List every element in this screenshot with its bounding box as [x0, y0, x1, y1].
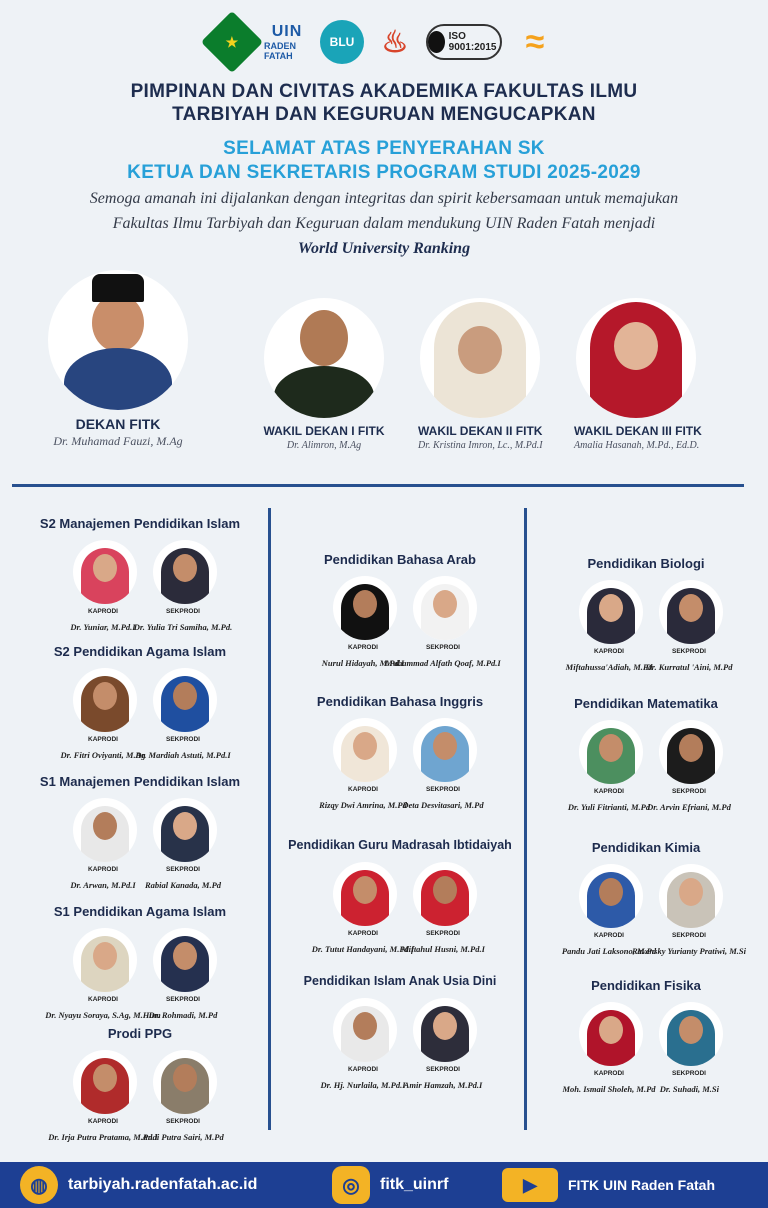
sekprodi-label: SEKPRODI [672, 932, 706, 939]
kaprodi-card [562, 1002, 656, 1096]
leader-title: DEKAN FITK [75, 416, 161, 432]
sekprodi-card [385, 576, 501, 670]
kaprodi-card [70, 540, 136, 634]
sekprodi-card [403, 998, 483, 1092]
sekprodi-card [647, 720, 731, 814]
avatar [333, 718, 397, 782]
footer-website[interactable]: ◍ tarbiyah.radenfatah.ac.id [20, 1166, 257, 1204]
kaprodi-name: Rizqy Dwi Amrina, M.Pd [319, 800, 407, 810]
flame-logo: ♨ [381, 25, 409, 59]
avatar [153, 1050, 217, 1114]
leader-wadek-3 [574, 298, 702, 451]
avatar [579, 1002, 643, 1066]
sekprodi-name: Amir Hamzah, M.Pd.I [403, 1080, 483, 1090]
avatar [333, 998, 397, 1062]
avatar [659, 580, 723, 644]
kaprodi-name: Miftahussa'Adiah, M.Pd [565, 662, 653, 672]
sekprodi-card [148, 928, 218, 1022]
avatar [73, 798, 137, 862]
program-block [521, 840, 768, 970]
avatar [579, 720, 643, 784]
kaprodi-label: KAPRODI [594, 648, 624, 655]
sekprodi-name: Miftahul Husni, M.Pd.I [401, 944, 485, 954]
sekprodi-label: SEKPRODI [166, 1118, 200, 1125]
kaprodi-card [561, 864, 657, 958]
kaprodi-label: KAPRODI [594, 1070, 624, 1077]
kaprodi-label: KAPRODI [348, 644, 378, 651]
program-title: Pendidikan Islam Anak Usia Dini [303, 974, 497, 988]
program-title: Pendidikan Guru Madrasah Ibtidaiyah [288, 838, 512, 852]
kemenag-logo: ★ [201, 11, 263, 73]
kaprodi-name: Moh. Ismail Sholeh, M.Pd [562, 1084, 656, 1094]
kaprodi-label: KAPRODI [594, 932, 624, 939]
column-divider-left [268, 508, 271, 1130]
avatar [420, 298, 540, 418]
sekprodi-name: Deta Desvitasari, M.Pd [402, 800, 484, 810]
kaprodi-name: Dr. Yuli Fitrianti, M.Pd [567, 802, 651, 812]
sekprodi-card [142, 1050, 224, 1144]
program-title: Pendidikan Kimia [591, 840, 701, 855]
kaprodi-name: Dr. Tutut Handayani, M.Pd.I [311, 944, 415, 954]
program-block [275, 838, 525, 968]
kaprodi-card [70, 798, 136, 892]
kaprodi-card [319, 718, 407, 812]
leader-title: WAKIL DEKAN I FITK [263, 424, 385, 438]
kaprodi-label: KAPRODI [88, 1118, 118, 1125]
avatar [153, 928, 217, 992]
program-block [521, 978, 768, 1108]
avatar [153, 668, 217, 732]
program-title: S1 Pendidikan Agama Islam [53, 904, 227, 919]
sekprodi-name: Dr. Kurratul 'Aini, M.Pd [645, 662, 733, 672]
sekprodi-label: SEKPRODI [426, 930, 460, 937]
footer-instagram[interactable]: ◎ fitk_uinrf [332, 1166, 448, 1204]
avatar [413, 576, 477, 640]
avatar [153, 798, 217, 862]
program-block [15, 1026, 265, 1156]
avatar [73, 668, 137, 732]
program-title: S2 Pendidikan Agama Islam [53, 644, 227, 659]
avatar [73, 540, 137, 604]
kaprodi-name: Dr. Yuniar, M.Pd.I [70, 622, 136, 632]
avatar [48, 270, 188, 410]
program-block [275, 974, 525, 1104]
program-title: Prodi PPG [107, 1026, 173, 1041]
footer-bar [0, 1162, 768, 1208]
leader-name: Dr. Muhamad Fauzi, M.Ag [53, 434, 183, 448]
leader-wadek-2 [418, 298, 542, 451]
avatar [579, 580, 643, 644]
sekprodi-name: Dr. Suhadi, M.Si [659, 1084, 719, 1094]
sekprodi-name: Rabial Kanada, M.Pd [144, 880, 222, 890]
blu-logo: BLU [320, 20, 364, 64]
sekprodi-label: SEKPRODI [672, 648, 706, 655]
program-title: Pendidikan Fisika [591, 978, 701, 993]
avatar [576, 298, 696, 418]
sekprodi-label: SEKPRODI [672, 1070, 706, 1077]
globe-icon: ◍ [20, 1166, 58, 1204]
program-block [15, 516, 265, 646]
sekprodi-name: Dr. Rohmadi, M.Pd [148, 1010, 218, 1020]
kaprodi-name: Dr. Nyayu Soraya, S.Ag, M.Hum [45, 1010, 161, 1020]
kaprodi-card [60, 668, 146, 762]
avatar [413, 862, 477, 926]
leader-name: Dr. Kristina Imron, Lc., M.Pd.I [418, 440, 543, 451]
footer-youtube[interactable]: ▶ FITK UIN Raden Fatah [502, 1168, 715, 1202]
sekprodi-label: SEKPRODI [166, 736, 200, 743]
program-title: S1 Manajemen Pendidikan Islam [39, 774, 241, 789]
kaprodi-label: KAPRODI [594, 788, 624, 795]
kaprodi-name: Nurul Hidayah, M.Pd.I [321, 658, 405, 668]
leader-name: Amalia Hasanah, M.Pd., Ed.D. [574, 440, 700, 451]
avatar [413, 718, 477, 782]
kaprodi-name: Dr. Hj. Nurlaila, M.Pd.I [320, 1080, 406, 1090]
sekprodi-card [135, 668, 231, 762]
avatar [264, 298, 384, 418]
avatar [659, 720, 723, 784]
kaprodi-label: KAPRODI [88, 996, 118, 1003]
sekprodi-card [401, 862, 485, 956]
sekprodi-name: Ravensky Yurianty Pratiwi, M.Si [631, 946, 747, 956]
program-title: Pendidikan Bahasa Arab [324, 552, 476, 567]
sekprodi-card [659, 1002, 719, 1096]
program-block [521, 556, 768, 686]
sekprodi-label: SEKPRODI [166, 866, 200, 873]
kaprodi-card [311, 862, 415, 956]
sekprodi-card [631, 864, 747, 958]
bsi-iso-logo: ISO 9001:2015 [426, 24, 502, 60]
sekprodi-label: SEKPRODI [166, 608, 200, 615]
sekprodi-label: SEKPRODI [426, 1066, 460, 1073]
kaprodi-label: KAPRODI [88, 866, 118, 873]
program-block [521, 696, 768, 826]
sekprodi-name: Dr. Mardiah Astuti, M.Pd.I [135, 750, 231, 760]
kaprodi-name: Pandu Jati Laksono, M.Pd [561, 946, 657, 956]
leader-title: WAKIL DEKAN II FITK [418, 424, 543, 438]
header-congrats: SELAMAT ATAS PENYERAHAN SK KETUA DAN SEKRETARIS PROGRAM STUDI 2025-2029 [127, 138, 641, 183]
kaprodi-card [321, 576, 405, 670]
avatar [333, 862, 397, 926]
leader-wadek-1 [262, 298, 386, 451]
kaprodi-card [48, 1050, 158, 1144]
kaprodi-name: Dr. Irja Putra Pratama, M.Pd.I [48, 1132, 158, 1142]
leader-dekan [38, 270, 198, 449]
program-title: Pendidikan Matematika [574, 696, 718, 711]
avatar [73, 1050, 137, 1114]
kaprodi-name: Dr. Fitri Oviyanti, M.Ag [60, 750, 146, 760]
avatar [659, 1002, 723, 1066]
sekprodi-card [133, 540, 233, 634]
leader-title: WAKIL DEKAN III FITK [574, 424, 702, 438]
sekprodi-card [144, 798, 222, 892]
sekprodi-label: SEKPRODI [672, 788, 706, 795]
kaprodi-label: KAPRODI [348, 930, 378, 937]
uin-raden-fatah-logo: UIN RADEN FATAH [264, 23, 303, 61]
kaprodi-name: Dr. Arwan, M.Pd.I [70, 880, 136, 890]
avatar [153, 540, 217, 604]
wave-logo: ≈ [525, 22, 545, 61]
sekprodi-card [645, 580, 733, 674]
kaprodi-label: KAPRODI [88, 736, 118, 743]
kaprodi-card [45, 928, 161, 1022]
kaprodi-card [565, 580, 653, 674]
program-block [275, 694, 525, 824]
program-block [275, 552, 525, 682]
sekprodi-card [402, 718, 484, 812]
sekprodi-name: Dr. Yulia Tri Samiha, M.Pd. [133, 622, 233, 632]
kaprodi-card [320, 998, 406, 1092]
sekprodi-name: Andi Putra Sairi, M.Pd [142, 1132, 224, 1142]
section-divider [12, 484, 744, 487]
program-block [15, 774, 265, 904]
leader-name: Dr. Alimron, M.Ag [286, 440, 362, 451]
avatar [73, 928, 137, 992]
play-icon: ▶ [502, 1168, 558, 1202]
sekprodi-label: SEKPRODI [426, 644, 460, 651]
sekprodi-name: Muhammad Alfath Qoaf, M.Pd.I [385, 658, 501, 668]
program-block [15, 904, 265, 1034]
header-message: Semoga amanah ini dijalankan dengan integritas dan spirit kebersamaan untuk memajukan Fakultas Ilmu Tarbiyah dan Keguruan dalam mendukung UIN Raden Fatah menjadi World University Ranking [89, 190, 679, 257]
sekprodi-label: SEKPRODI [426, 786, 460, 793]
kaprodi-label: KAPRODI [88, 608, 118, 615]
sekprodi-name: Dr. Arvin Efriani, M.Pd [647, 802, 731, 812]
kaprodi-card [567, 720, 651, 814]
program-title: S2 Manajemen Pendidikan Islam [39, 516, 241, 531]
program-block [15, 644, 265, 774]
kaprodi-label: KAPRODI [348, 786, 378, 793]
avatar [413, 998, 477, 1062]
avatar [333, 576, 397, 640]
sekprodi-label: SEKPRODI [166, 996, 200, 1003]
header-title: PIMPINAN DAN CIVITAS AKADEMIKA FAKULTAS ILMU TARBIYAH DAN KEGURUAN MENGUCAPKAN [130, 81, 638, 125]
kaprodi-label: KAPRODI [348, 1066, 378, 1073]
program-title: Pendidikan Bahasa Inggris [316, 694, 484, 709]
program-title: Pendidikan Biologi [587, 556, 705, 571]
logo-row [0, 18, 768, 66]
avatar [659, 864, 723, 928]
instagram-icon: ◎ [332, 1166, 370, 1204]
avatar [579, 864, 643, 928]
